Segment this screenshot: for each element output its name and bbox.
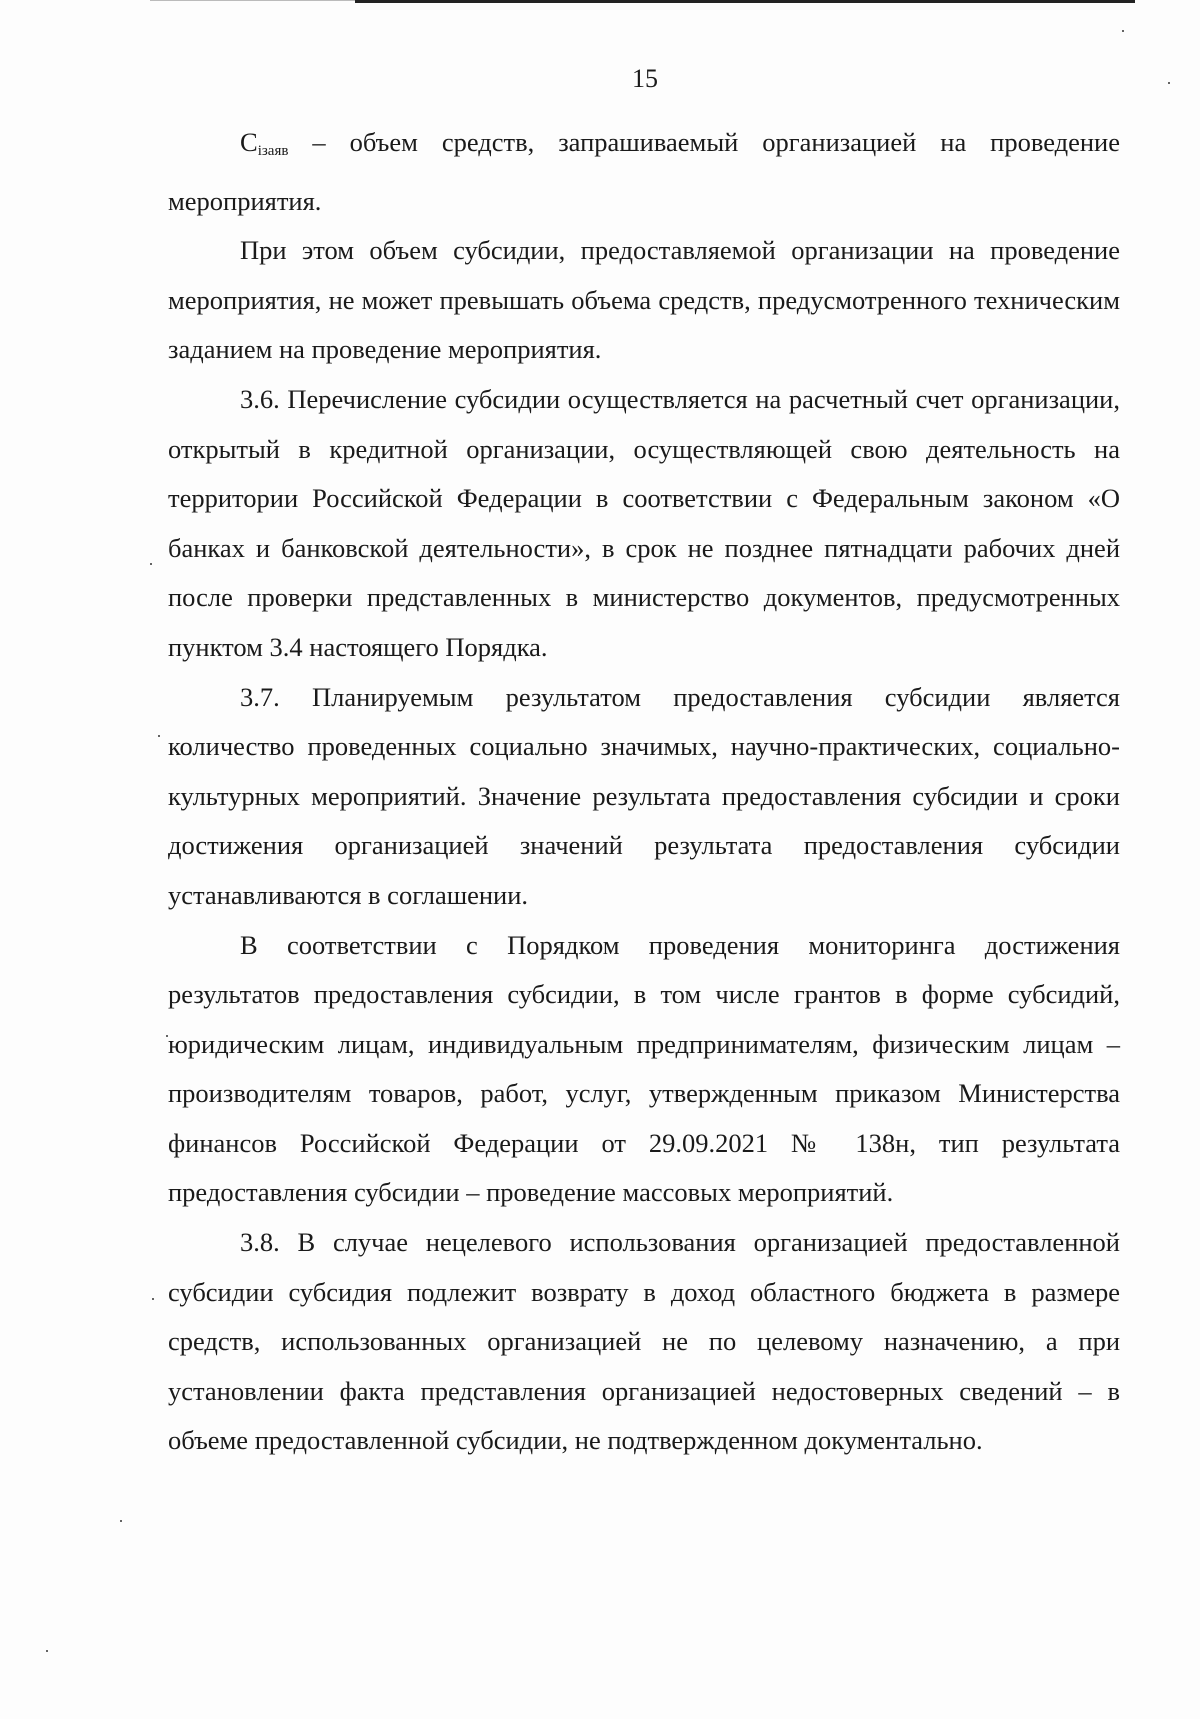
paragraph-3-8: 3.8. В случае нецелевого использования организацией предоставленной субсидии субсидия подлежит возврату в доход областного бюджета в размере средств, использованных организацией не по целевому назначению, а при установлении факта представления организацией недостоверных сведений – в объеме предоставленной субсидии, не подтвержденном документально. bbox=[168, 1227, 1120, 1456]
paragraph-subsidy-limit: При этом объем субсидии, предоставляемой организации на проведение мероприятия, не может превышать объема средств, предусмотренного техническим заданием на проведение мероприятия. bbox=[168, 235, 1120, 365]
top-edge-faint-line bbox=[150, 0, 355, 1]
paragraph-3-7: 3.7. Планируемым результатом предоставления субсидии является количество проведенных социально значимых, научно-практических, социально-культурных мероприятий. Значение результата предоставления субсидии и сроки достижения организацией значений результата предоставления субсидии устанавливаются в соглашении. bbox=[168, 681, 1120, 910]
scan-speck bbox=[152, 1298, 154, 1300]
paragraph-3-6: 3.6. Перечисление субсидии осуществляется на расчетный счет организации, открытый в кредитной организации, осуществляющей свою деятельность на территории Российской Федерации в соответствии с Федеральным законом «О банках и банковской деятельности», в срок не позднее пятнадцати рабочих дней после проверки представленных в министерство документов, предусмотренных пунктом 3.4 настоящего Порядка. bbox=[168, 383, 1120, 662]
scan-speck bbox=[46, 1650, 48, 1652]
page-number: 15 bbox=[632, 64, 658, 93]
scan-speck bbox=[1168, 82, 1170, 84]
top-edge-line bbox=[355, 0, 1135, 3]
variable-subscript: iзаяв bbox=[257, 143, 289, 159]
scan-speck bbox=[158, 735, 160, 737]
scan-speck bbox=[120, 1520, 122, 1522]
document-body bbox=[168, 118, 1120, 1466]
paragraph-monitoring: В соответствии с Порядком проведения мониторинга достижения результатов предоставления субсидии, в том числе грантов в форме субсидий, юридическим лицам, индивидуальным предпринимателям, физическим лицам – производителям товаров, работ, услуг, утвержденным приказом Министерства финансов Российской Федерации от 29.09.2021 № 138н, тип результата предоставления субсидии – проведение массовых мероприятий. bbox=[168, 929, 1120, 1208]
variable-definition-text: – объем средств, запрашиваемый организацией на проведение мероприятия. bbox=[168, 127, 1120, 216]
paragraph-variable-definition bbox=[168, 118, 1120, 226]
scan-speck bbox=[150, 563, 152, 565]
scan-speck bbox=[1122, 30, 1124, 32]
scan-speck bbox=[166, 1035, 168, 1037]
variable-symbol: C bbox=[240, 127, 258, 157]
